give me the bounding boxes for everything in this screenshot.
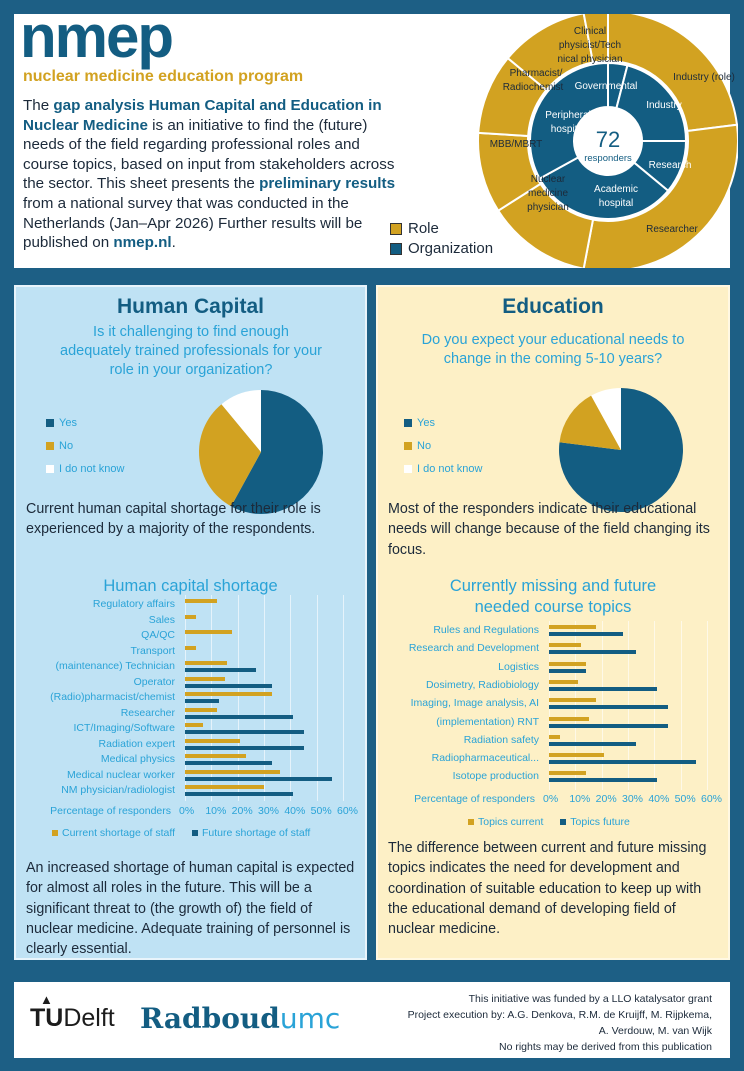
gridline <box>343 595 344 801</box>
nmep-logo: nmep <box>20 3 173 70</box>
role-label-pharm-1: Pharmacist/ <box>509 68 563 79</box>
education-chart-title: Currently missing and future needed course topics <box>449 577 657 616</box>
org-label-peripheral-2: hospital <box>550 124 586 135</box>
education-summary: Most of the responders indicate their educational needs will change because of the field changing its focus. <box>388 501 710 558</box>
respondent-donut-chart <box>478 14 738 268</box>
bar-current <box>185 677 225 681</box>
axis-tick-label: 20% <box>595 793 617 805</box>
role-label-clin-3: nical physician <box>557 54 623 65</box>
org-label-peripheral-1: Peripheral <box>545 110 591 121</box>
role-label-clin-2: physicist/Tech <box>558 40 622 51</box>
bar-current <box>185 692 272 696</box>
category-label: Operator <box>133 675 175 688</box>
axis-tick-label: 60% <box>701 793 723 805</box>
axis-tick-label: 10% <box>205 805 227 817</box>
bar-future <box>549 705 668 709</box>
flame-icon: ▲ <box>40 992 53 1007</box>
legend-yes: Yes <box>404 411 482 434</box>
gridline <box>290 595 291 801</box>
bar-current <box>549 698 596 702</box>
axis-tick-label: 30% <box>258 805 280 817</box>
bar-current <box>549 735 560 739</box>
bar-current <box>185 661 227 665</box>
gridline <box>681 621 682 790</box>
legend-unknown: I do not know <box>404 457 482 480</box>
category-label: Transport <box>130 644 175 657</box>
footer-panel <box>14 982 730 1058</box>
role-label-mbb: MBB/MBRT <box>489 139 543 150</box>
bar-future <box>549 760 696 764</box>
bar-current <box>185 770 280 774</box>
role-label-nm-2: medicine <box>527 188 569 199</box>
legend-no: No <box>404 434 482 457</box>
bar-future <box>549 687 657 691</box>
category-label: ICT/Imaging/Software <box>73 722 175 734</box>
legend-organization: Organization <box>390 240 493 257</box>
bar-current <box>549 753 604 757</box>
category-label: Logistics <box>498 660 539 673</box>
axis-tick-label: 30% <box>622 793 644 805</box>
gridline <box>707 621 708 790</box>
role-label-nm-1: Nuclear <box>530 174 566 185</box>
category-label: (implementation) RNT <box>436 715 539 728</box>
org-label-academic-1: Academic <box>594 184 638 195</box>
responder-count: 72 <box>595 127 621 152</box>
bar-future <box>185 668 256 672</box>
category-label: Medical nuclear worker <box>67 768 175 781</box>
bar-future <box>549 742 636 746</box>
category-label: (maintenance) Technician <box>55 660 175 672</box>
bar-current <box>185 739 240 743</box>
bar-current <box>185 754 246 758</box>
bar-current <box>185 785 264 789</box>
role-label-industry: Industry (role) <box>673 72 735 83</box>
role-label-researcher: Researcher <box>646 224 698 235</box>
tudelft-logo: ▲ TUDelft <box>30 992 115 1032</box>
bar-future <box>185 792 293 796</box>
header-panel <box>14 3 735 268</box>
category-label: Radiation safety <box>463 733 539 746</box>
human-capital-question: Is it challenging to find enough adequately trained professionals for your role in your organization? <box>60 324 322 378</box>
x-axis-label: Percentage of responders <box>414 793 535 805</box>
intro-text: The gap analysis Human Capital and Education in Nuclear Medicine is an initiative to find the (future) needs of the field regarding professional roles and course topics, based on input from stakeholders across the sector. This sheet presents the preliminary results from a national survey that was conducted in the Netherlands (Jan–Apr 2026) Further results will be published on nmep.nl. <box>23 97 396 252</box>
education-pie-chart <box>556 385 686 515</box>
bar-future <box>549 778 657 782</box>
category-label: Isotope production <box>452 770 539 783</box>
bar-current <box>549 625 596 629</box>
role-label-clin-1: Clinical <box>573 26 607 37</box>
footer-credits: This initiative was funded by a LLO katalysator grant Project execution by: A.G. Denkova, R.M. de Kruijff, M. Rijpkema, A. Verdouw, M. van Wijk No rights may be derived from this publication <box>407 993 712 1053</box>
axis-tick-label: 0% <box>543 793 559 805</box>
human-capital-pie-legend <box>46 411 124 480</box>
human-capital-panel <box>14 285 367 960</box>
nmep-link[interactable]: nmep.nl <box>113 234 172 252</box>
bar-current <box>549 643 581 647</box>
axis-tick-label: 50% <box>310 805 332 817</box>
org-label-research: Research <box>648 160 692 171</box>
category-label: Researcher <box>120 706 175 719</box>
bar-current <box>549 771 586 775</box>
gridline <box>317 595 318 801</box>
category-label: QA/QC <box>141 629 175 641</box>
education-bar-legend: Topics current Topics future <box>468 816 630 828</box>
human-capital-conclusion: An increased shortage of human capital is expected for almost all roles in the future. This will be a significant threat to (the growth of) the field of nuclear medicine. Adequate training of personnel is clearly essential. <box>26 860 355 958</box>
bar-current <box>549 717 589 721</box>
human-capital-title: Human Capital <box>116 295 265 318</box>
legend-no: No <box>46 434 124 457</box>
human-capital-summary: Current human capital shortage for their role is experienced by a majority of the respondents. <box>26 501 321 538</box>
bar-future <box>185 777 332 781</box>
bar-future <box>185 761 272 765</box>
axis-tick-label: 20% <box>231 805 253 817</box>
category-label: (Radio)pharmacist/chemist <box>50 691 175 703</box>
bar-current <box>185 615 196 619</box>
bar-future <box>549 669 586 673</box>
bar-future <box>185 715 293 719</box>
human-capital-chart-title: Human capital shortage <box>103 577 278 595</box>
org-label-governmental: Governmental <box>574 81 638 92</box>
education-title: Education <box>502 295 604 318</box>
org-label-industry: Industry <box>646 100 682 111</box>
category-label: Dosimetry, Radiobiology <box>425 678 539 691</box>
bar-future <box>549 724 668 728</box>
axis-tick-label: 0% <box>179 805 195 817</box>
category-label: Regulatory affairs <box>92 598 175 610</box>
education-conclusion: The difference between current and future missing topics indicates the need for development and coordination of suitable education to keep up with the educational demand of developing field of nuclear medicine. <box>388 840 707 938</box>
org-swatch <box>390 243 402 255</box>
category-label: Medical physics <box>100 753 175 765</box>
axis-tick-label: 50% <box>674 793 696 805</box>
bar-current <box>549 680 578 684</box>
category-label: Imaging, Image analysis, AI <box>410 697 539 710</box>
role-label-pharm-2: Radiochemist <box>502 82 564 93</box>
education-pie-legend <box>404 411 482 480</box>
logo-subtitle: nuclear medicine education program <box>23 68 304 85</box>
bar-future <box>185 730 304 734</box>
bar-future <box>185 684 272 688</box>
legend-yes: Yes <box>46 411 124 434</box>
role-swatch <box>390 223 402 235</box>
legend-role: Role <box>390 220 439 237</box>
bar-current <box>185 723 203 727</box>
category-label: Sales <box>148 613 175 626</box>
role-label-nm-3: physician <box>527 202 569 213</box>
bar-future <box>185 699 219 703</box>
bar-future <box>185 746 304 750</box>
org-label-academic-2: hospital <box>598 198 634 209</box>
bar-current <box>185 708 217 712</box>
axis-tick-label: 40% <box>284 805 306 817</box>
bar-current <box>549 662 586 666</box>
category-label: NM physician/radiologist <box>61 784 175 796</box>
education-panel <box>376 285 730 960</box>
education-question: Do you expect your educational needs to change in the coming 5-10 years? <box>421 332 685 367</box>
legend-unknown: I do not know <box>46 457 124 480</box>
category-label: Rules and Regulations <box>433 624 539 636</box>
axis-tick-label: 60% <box>337 805 359 817</box>
bar-future <box>549 632 623 636</box>
axis-tick-label: 40% <box>648 793 670 805</box>
category-label: Radiopharmaceutical... <box>431 752 539 765</box>
human-capital-pie-chart <box>196 387 326 517</box>
human-capital-bar-legend: Current shortage of staff Future shortage of staff <box>52 827 310 839</box>
bar-current <box>185 630 232 634</box>
responder-label: responders <box>584 153 632 164</box>
category-label: Radiation expert <box>98 737 175 750</box>
radboudumc-logo: Radboudumc <box>140 1002 341 1035</box>
bar-current <box>185 646 196 650</box>
category-label: Research and Development <box>408 642 539 655</box>
x-axis-label: Percentage of responders <box>50 805 171 817</box>
bar-current <box>185 599 217 603</box>
bar-future <box>549 650 636 654</box>
axis-tick-label: 10% <box>569 793 591 805</box>
